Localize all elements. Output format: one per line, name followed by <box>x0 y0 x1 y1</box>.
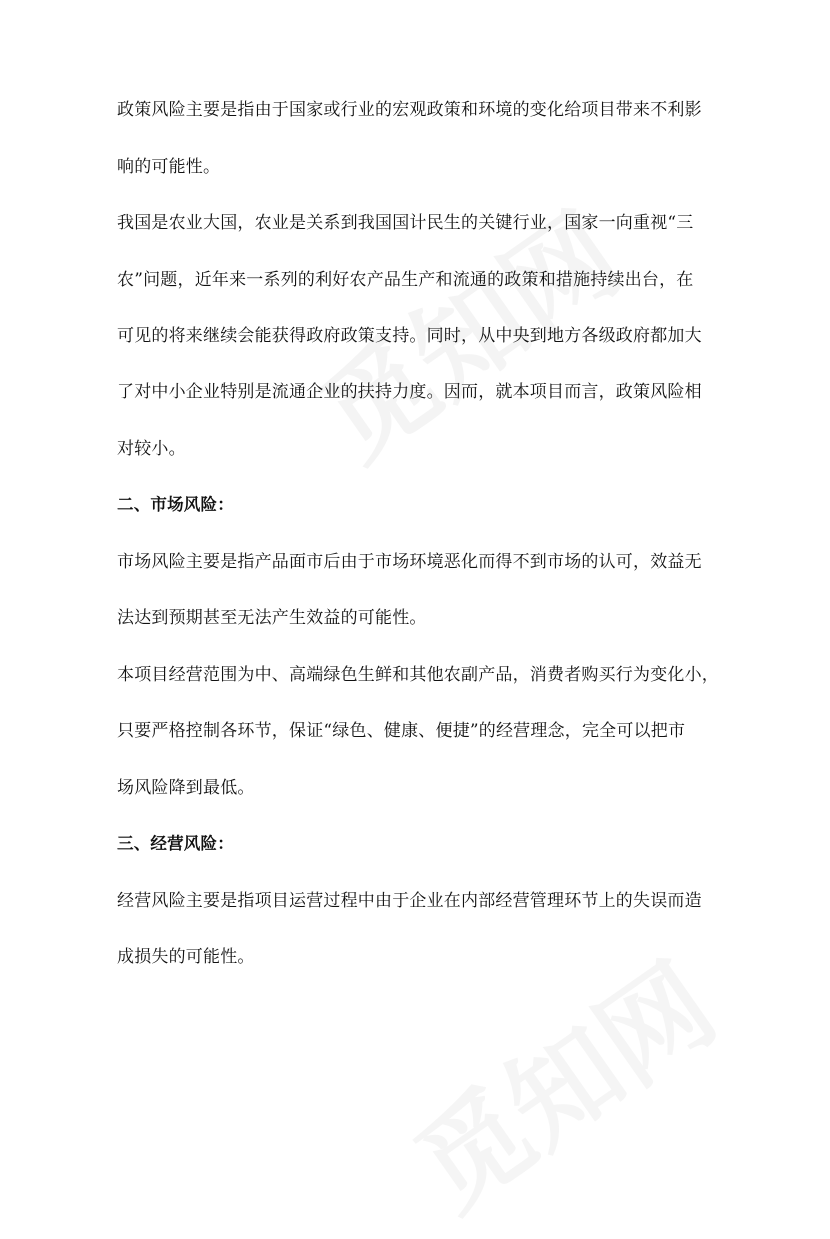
paragraph-line: 本项目经营范围为中、高端绿色生鲜和其他农副产品，消费者购买行为变化小， <box>117 665 719 685</box>
paragraph-line: 可见的将来继续会能获得政府政策支持。同时，从中央到地方各级政府都加大 <box>117 326 702 346</box>
paragraph-line: 经营风险主要是指项目运营过程中由于企业在内部经营管理环节上的失误而造 <box>117 891 702 911</box>
paragraph-line: 我国是农业大国，农业是关系到我国国计民生的关键行业，国家一向重视“三 <box>117 213 694 233</box>
paragraph-line: 农”问题，近年来一系列的利好农产品生产和流通的政策和措施持续出台，在 <box>117 270 694 290</box>
paragraph-line: 法达到预期甚至无法产生效益的可能性。 <box>117 608 427 628</box>
section-heading-market-risk: 二、市场风险： <box>117 495 234 514</box>
paragraph-line: 只要严格控制各环节，保证“绿色、健康、便捷”的经营理念，完全可以把市 <box>117 721 686 741</box>
paragraph-line: 市场风险主要是指产品面市后由于市场环境恶化而得不到市场的认可，效益无 <box>117 552 702 572</box>
paragraph-line: 场风险降到最低。 <box>117 778 255 798</box>
paragraph-line: 成损失的可能性。 <box>117 947 255 967</box>
section-heading-operation-risk: 三、经营风险： <box>117 834 234 853</box>
paragraph-line: 对较小。 <box>117 439 186 459</box>
paragraph-line: 政策风险主要是指由于国家或行业的宏观政策和环境的变化给项目带来不利影 <box>117 100 702 120</box>
paragraph-line: 了对中小企业特别是流通企业的扶持力度。因而，就本项目而言，政策风险相 <box>117 382 702 402</box>
paragraph-line: 响的可能性。 <box>117 157 221 177</box>
watermark-bottom <box>380 921 741 1239</box>
